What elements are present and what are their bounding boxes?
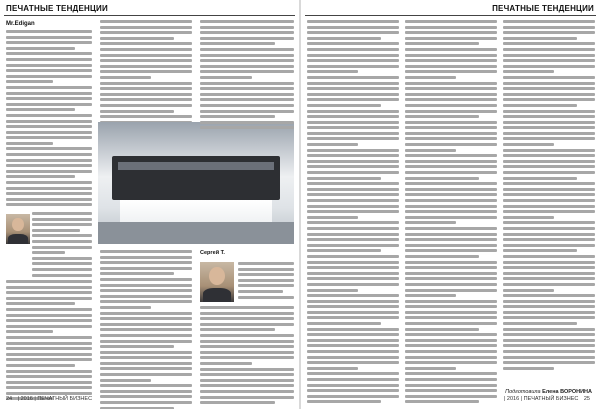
right-page-number: 25 <box>583 396 590 402</box>
right-footer-issue: | 2016 | ПЕЧАТНЫЙ БИЗНЕС <box>503 396 579 402</box>
left-page <box>0 0 299 409</box>
byline-author: Елена ВОРОНИНА <box>542 389 592 395</box>
left-footer-issue: | 2016 | ПЕЧАТНЫЙ БИЗНЕС <box>17 396 93 402</box>
left-column-3 <box>200 20 294 132</box>
left-column-2 <box>100 20 192 132</box>
expert-quote <box>238 262 294 301</box>
expert-caption: Сергей Т. <box>200 250 225 256</box>
right-column-1 <box>307 20 399 406</box>
right-column-2 <box>405 20 497 406</box>
right-header-rule <box>305 15 596 16</box>
right-page-footer <box>504 396 594 406</box>
right-page <box>301 0 600 409</box>
section-heading: Mr.Edigan <box>6 21 35 27</box>
left-column-1-bottom <box>6 280 92 403</box>
right-page-header: ПЕЧАТНЫЕ ТЕНДЕНЦИИ <box>492 4 594 13</box>
article-byline <box>505 389 592 395</box>
left-page-header: ПЕЧАТНЫЕ ТЕНДЕНЦИИ <box>6 4 108 13</box>
left-column-3-bottom <box>200 306 294 407</box>
left-page-footer <box>6 396 96 406</box>
left-page-number: 24 <box>6 396 13 402</box>
left-header-rule <box>4 15 295 16</box>
expert-portrait-small <box>6 214 30 244</box>
left-column-1 <box>6 20 92 209</box>
left-column-1-lower <box>32 212 92 279</box>
left-column-3-lower <box>200 250 294 259</box>
left-column-2-lower <box>100 250 192 409</box>
printer-photo <box>98 122 294 244</box>
byline-prefix: Подготовила <box>505 389 541 395</box>
right-column-3 <box>503 20 595 372</box>
expert-portrait <box>200 262 234 302</box>
